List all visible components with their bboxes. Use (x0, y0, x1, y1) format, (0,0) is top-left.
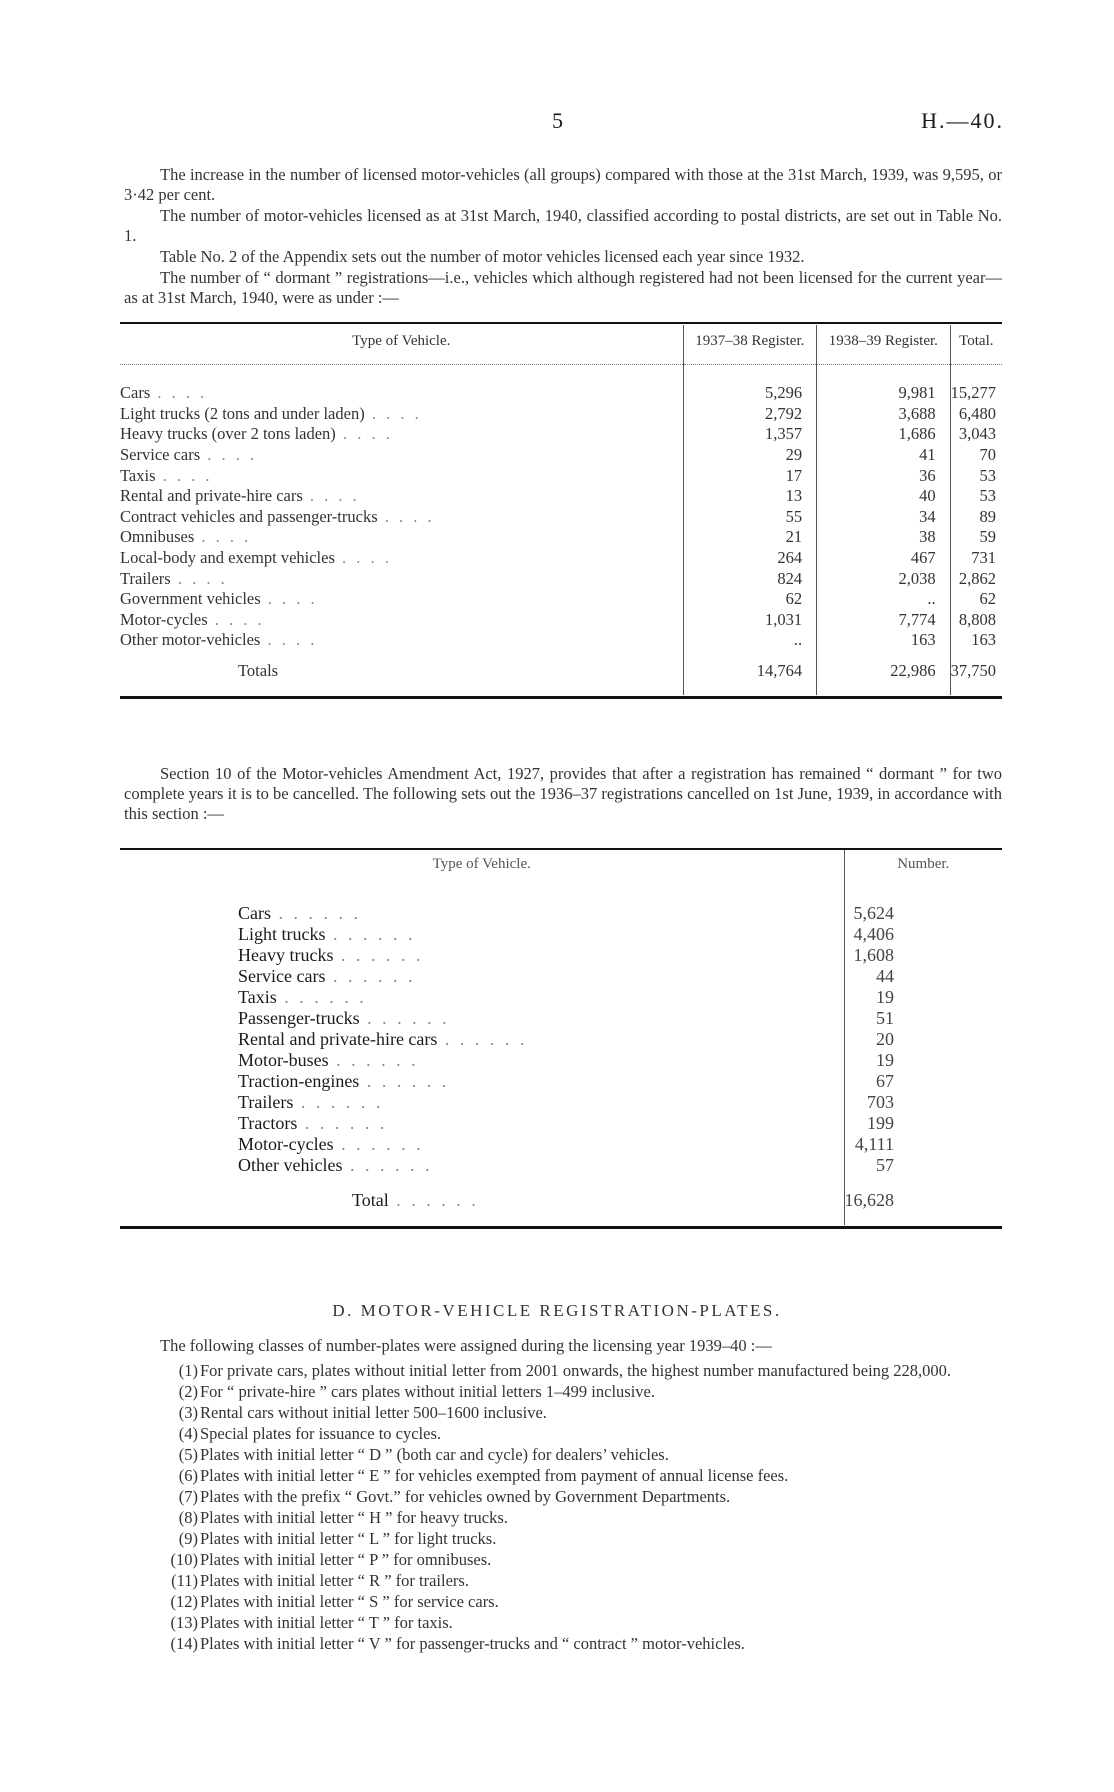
leader-dots: . . . . . . (359, 1071, 450, 1091)
cancelled-registrations-table (120, 850, 1002, 1225)
totals-1938-39: 22,986 (817, 651, 951, 696)
table-top-rule (120, 322, 1002, 324)
leader-dots: . . . . . . (325, 966, 416, 986)
table-row (120, 445, 1002, 466)
table-row (120, 1071, 1002, 1092)
table-row (120, 424, 1002, 445)
plate-class-item (140, 1486, 1002, 1507)
number-cell: 1,608 (844, 945, 1002, 966)
leader-dots: . . . . (260, 630, 318, 650)
table-row (120, 568, 1002, 589)
register-1937-38-cell: 29 (683, 445, 817, 466)
vehicle-type-label: Local-body and exempt vehicles (120, 548, 335, 568)
plate-class-text: For private cars, plates without initial letter from 2001 onwards, the highest number manufactured being 228,000. (200, 1361, 952, 1380)
leader-dots: . . . . . . (359, 1008, 450, 1028)
plate-class-number: (5) (178, 1445, 198, 1464)
vehicle-type-label: Taxis (120, 465, 156, 485)
vehicle-type-cell (120, 1008, 844, 1029)
vehicle-type-label: Trailers (238, 1092, 294, 1112)
register-1938-39-cell: 34 (817, 507, 951, 528)
leader-dots: . . . . . . (388, 1190, 479, 1210)
leader-dots: . . . . (334, 548, 392, 568)
vehicle-type-cell (120, 507, 683, 528)
register-1937-38-cell: 62 (683, 589, 817, 610)
vehicle-type-cell (120, 527, 683, 548)
vehicle-type-cell (120, 1134, 844, 1155)
number-cell: 51 (844, 1008, 1002, 1029)
plate-class-item (140, 1381, 1002, 1402)
plate-class-number: (2) (178, 1382, 198, 1401)
plate-class-number: (8) (178, 1508, 198, 1527)
plate-class-text: Plates with initial letter “ V ” for passenger-trucks and “ contract ” motor-vehicles. (200, 1634, 745, 1653)
vehicle-type-cell (120, 630, 683, 651)
totals-grand: 37,750 (950, 651, 1002, 696)
register-1938-39-cell: 2,038 (817, 568, 951, 589)
plate-class-item (140, 1570, 1002, 1591)
column-header-total: Total. (950, 325, 1002, 365)
vehicle-type-label: Motor-cycles (120, 609, 208, 629)
register-1937-38-cell: 5,296 (683, 383, 817, 404)
table-row (120, 383, 1002, 404)
total-cell: 62 (950, 589, 1002, 610)
page-reference: H.—40. (921, 108, 1004, 133)
plate-class-item (140, 1612, 1002, 1633)
table-row (120, 1134, 1002, 1155)
plate-class-number: (13) (170, 1613, 198, 1632)
leader-dots: . . . . . . (297, 1113, 388, 1133)
number-cell: 20 (844, 1029, 1002, 1050)
vehicle-type-label: Light trucks (2 tons and under laden) (120, 403, 365, 423)
plate-class-number: (6) (178, 1466, 198, 1485)
totals-row (120, 651, 1002, 696)
leader-dots: . . . . (335, 424, 393, 444)
vehicle-type-cell (120, 1050, 844, 1071)
leader-dots: . . . . (170, 568, 228, 588)
vehicle-type-cell (120, 610, 683, 631)
plate-class-item (140, 1360, 1002, 1381)
vehicle-type-label: Trailers (120, 568, 171, 588)
table-row (120, 966, 1002, 987)
total-cell: 59 (950, 527, 1002, 548)
vehicle-type-cell (120, 987, 844, 1008)
column-header-1937-38: 1937–38 Register. (683, 325, 817, 365)
plate-class-text: Plates with initial letter “ D ” (both car and cycle) for dealers’ vehicles. (200, 1445, 669, 1464)
register-1937-38-cell: .. (683, 630, 817, 651)
plate-class-text: Plates with initial letter “ R ” for trailers. (200, 1571, 469, 1590)
total-cell: 163 (950, 630, 1002, 651)
table-row (120, 465, 1002, 486)
vehicle-type-label: Rental and private-hire cars (120, 486, 303, 506)
paragraph-increase: The increase in the number of licensed motor-vehicles (all groups) compared with those at the 31st March, 1939, was 9,595, or 3·42 per cent. (124, 165, 1002, 204)
table-row (120, 548, 1002, 569)
vehicle-type-cell (120, 966, 844, 987)
register-1937-38-cell: 55 (683, 507, 817, 528)
vehicle-type-label: Service cars (238, 966, 326, 986)
vehicle-type-label: Rental and private-hire cars (238, 1029, 438, 1049)
total-cell: 15,277 (950, 383, 1002, 404)
vehicle-type-label: Heavy trucks (over 2 tons laden) (120, 424, 336, 444)
plate-class-text: Plates with the prefix “ Govt.” for vehicles owned by Government Departments. (200, 1487, 731, 1506)
number-cell: 19 (844, 1050, 1002, 1071)
plate-class-item (140, 1633, 1002, 1654)
leader-dots: . . . . . . (328, 1050, 419, 1070)
number-cell: 57 (844, 1155, 1002, 1176)
vehicle-type-label: Passenger-trucks (238, 1008, 360, 1028)
table-row (120, 1155, 1002, 1176)
plate-class-item (140, 1444, 1002, 1465)
register-1938-39-cell: 467 (817, 548, 951, 569)
vehicle-type-cell (120, 424, 683, 445)
plate-class-item (140, 1465, 1002, 1486)
leader-dots: . . . . . . (342, 1155, 433, 1175)
totals-row (120, 1176, 1002, 1225)
plate-class-number: (11) (171, 1571, 198, 1590)
register-1938-39-cell: 40 (817, 486, 951, 507)
plate-class-item (140, 1549, 1002, 1570)
plate-class-text: Rental cars without initial letter 500–1600 inclusive. (200, 1403, 547, 1422)
register-1938-39-cell: 38 (817, 527, 951, 548)
number-cell: 5,624 (844, 903, 1002, 924)
table-row (120, 589, 1002, 610)
leader-dots: . . . . (377, 506, 435, 526)
page-number: 5 (552, 108, 563, 133)
register-1938-39-cell: 41 (817, 445, 951, 466)
vehicle-type-cell (120, 568, 683, 589)
table-row (120, 1050, 1002, 1071)
leader-dots: . . . . . . (276, 987, 367, 1007)
vehicle-type-label: Taxis (238, 987, 277, 1007)
register-1937-38-cell: 264 (683, 548, 817, 569)
vehicle-type-cell (120, 1029, 844, 1050)
number-cell: 199 (844, 1113, 1002, 1134)
plate-class-item (140, 1423, 1002, 1444)
table-row (120, 1113, 1002, 1134)
column-header-number: Number. (844, 850, 1002, 903)
leader-dots: . . . . (207, 609, 265, 629)
vehicle-type-cell (120, 903, 844, 924)
total-cell: 53 (950, 486, 1002, 507)
plates-intro: The following classes of number-plates were assigned during the licensing year 1939–40 :— (160, 1336, 772, 1355)
vehicle-type-cell (120, 1092, 844, 1113)
plate-class-text: Special plates for issuance to cycles. (200, 1424, 441, 1443)
table-row (120, 610, 1002, 631)
number-cell: 4,111 (844, 1134, 1002, 1155)
vehicle-type-label: Tractors (238, 1113, 298, 1133)
totals-label (120, 1176, 844, 1225)
vehicle-type-label: Cars (238, 903, 271, 923)
totals-number: 16,628 (844, 1176, 1002, 1225)
plate-class-text: Plates with initial letter “ S ” for service cars. (200, 1592, 499, 1611)
paragraph-appendix: Table No. 2 of the Appendix sets out the number of motor vehicles licensed each year since 1932. (160, 247, 805, 266)
vehicle-type-cell (120, 1113, 844, 1134)
leader-dots: . . . . . . (437, 1029, 528, 1049)
plate-class-item (140, 1591, 1002, 1612)
vehicle-type-cell (120, 445, 683, 466)
vehicle-type-cell (120, 548, 683, 569)
register-1938-39-cell: 3,688 (817, 404, 951, 425)
vehicle-type-label: Contract vehicles and passenger-trucks (120, 506, 378, 526)
total-cell: 8,808 (950, 610, 1002, 631)
total-cell: 6,480 (950, 404, 1002, 425)
column-header-type-2: Type of Vehicle. (432, 856, 531, 872)
register-1937-38-cell: 17 (683, 465, 817, 486)
total-cell: 89 (950, 507, 1002, 528)
table-row (120, 486, 1002, 507)
vehicle-type-cell (120, 404, 683, 425)
total-cell: 53 (950, 465, 1002, 486)
total-cell: 731 (950, 548, 1002, 569)
vehicle-type-cell (120, 383, 683, 404)
leader-dots: . . . . (260, 589, 318, 609)
vehicle-type-label: Heavy trucks (238, 945, 334, 965)
paragraph-dormant: The number of “ dormant ” registrations—i.e., vehicles which although registered had not been licensed for the current year—as at 31st March, 1940, were as under :— (124, 268, 1002, 307)
page-header (0, 108, 1114, 138)
vehicle-type-cell (120, 1155, 844, 1176)
vehicle-type-label: Omnibuses (120, 527, 195, 547)
vehicle-type-label: Traction-engines (238, 1071, 360, 1091)
register-1937-38-cell: 13 (683, 486, 817, 507)
leader-dots: . . . . (194, 527, 252, 547)
table-row (120, 903, 1002, 924)
vehicle-type-label: Other vehicles (238, 1155, 343, 1175)
plate-class-number: (9) (178, 1529, 198, 1548)
totals-1937-38: 14,764 (683, 651, 817, 696)
paragraph-postal-districts: The number of motor-vehicles licensed as at 31st March, 1940, classified according to postal districts, are set out in Table No. 1. (124, 206, 1002, 245)
dormant-registrations-table (120, 325, 1002, 695)
plate-class-text: Plates with initial letter “ L ” for light trucks. (200, 1529, 497, 1548)
leader-dots: . . . . . . (325, 924, 416, 944)
plate-class-text: Plates with initial letter “ H ” for heavy trucks. (200, 1508, 508, 1527)
plate-class-number: (12) (170, 1592, 198, 1611)
vehicle-type-label: Other motor-vehicles (120, 630, 261, 650)
plate-class-number: (1) (178, 1361, 198, 1380)
column-header-1938-39: 1938–39 Register. (817, 325, 951, 365)
vehicle-type-cell (120, 924, 844, 945)
register-1938-39-cell: .. (817, 589, 951, 610)
total-cell: 70 (950, 445, 1002, 466)
table-row (120, 1092, 1002, 1113)
leader-dots: . . . . . . (271, 903, 361, 923)
table-row (120, 987, 1002, 1008)
vehicle-type-cell (120, 1071, 844, 1092)
plate-class-number: (4) (178, 1424, 198, 1443)
table-row (120, 1008, 1002, 1029)
totals-label: Totals (238, 661, 279, 681)
vehicle-type-label: Motor-buses (238, 1050, 329, 1070)
leader-dots: . . . . . . (333, 945, 424, 965)
table-row (120, 945, 1002, 966)
register-1937-38-cell: 824 (683, 568, 817, 589)
vehicle-type-label: Motor-cycles (238, 1134, 334, 1154)
register-1938-39-cell: 163 (817, 630, 951, 651)
leader-dots: . . . . (364, 403, 422, 423)
register-1937-38-cell: 21 (683, 527, 817, 548)
register-1938-39-cell: 7,774 (817, 610, 951, 631)
number-cell: 19 (844, 987, 1002, 1008)
leader-dots: . . . . . . (293, 1092, 384, 1112)
number-cell: 4,406 (844, 924, 1002, 945)
plate-class-number: (10) (170, 1550, 198, 1569)
vehicle-type-cell (120, 465, 683, 486)
plate-class-number: (3) (178, 1403, 198, 1422)
number-cell: 44 (844, 966, 1002, 987)
plate-class-item (140, 1507, 1002, 1528)
plate-class-text: Plates with initial letter “ T ” for taxis. (200, 1613, 453, 1632)
plate-class-item (140, 1402, 1002, 1423)
plates-list (140, 1360, 1002, 1654)
plate-class-number: (7) (178, 1487, 198, 1506)
vehicle-type-cell (120, 589, 683, 610)
table2-header-row (120, 850, 1002, 903)
leader-dots: . . . . (150, 383, 208, 403)
table-row (120, 404, 1002, 425)
vehicle-type-label: Cars (120, 383, 151, 403)
total-cell: 2,862 (950, 568, 1002, 589)
vehicle-type-label: Service cars (120, 445, 201, 465)
leader-dots: . . . . . . (333, 1134, 424, 1154)
leader-dots: . . . . (155, 465, 213, 485)
leader-dots: . . . . (302, 486, 360, 506)
plate-class-item (140, 1528, 1002, 1549)
plate-class-text: Plates with initial letter “ E ” for vehicles exempted from payment of annual license fees. (200, 1466, 789, 1485)
paragraph-section-10: Section 10 of the Motor-vehicles Amendment Act, 1927, provides that after a registration has remained “ dormant ” for two complete years it is to be cancelled. The following sets out the 1936–37 registrations cancelled on 1st June, 1939, in accordance with this section :— (124, 764, 1002, 823)
plate-class-text: Plates with initial letter “ P ” for omnibuses. (200, 1550, 492, 1569)
table-row (120, 527, 1002, 548)
table-row (120, 1029, 1002, 1050)
register-1938-39-cell: 1,686 (817, 424, 951, 445)
table-header-row (120, 325, 1002, 365)
table-bottom-rule (120, 696, 1002, 699)
vehicle-type-cell (120, 486, 683, 507)
leader-dots: . . . . (200, 445, 258, 465)
register-1938-39-cell: 9,981 (817, 383, 951, 404)
table-row (120, 507, 1002, 528)
register-1937-38-cell: 1,031 (683, 610, 817, 631)
table-row (120, 630, 1002, 651)
totals-label-text: Total (352, 1190, 389, 1210)
vehicle-type-cell (120, 945, 844, 966)
number-cell: 703 (844, 1092, 1002, 1113)
number-cell: 67 (844, 1071, 1002, 1092)
plate-class-text: For “ private-hire ” cars plates without initial letters 1–499 inclusive. (200, 1382, 655, 1401)
plate-class-number: (14) (170, 1634, 198, 1653)
table-row (120, 924, 1002, 945)
register-1937-38-cell: 1,357 (683, 424, 817, 445)
column-header-type: Type of Vehicle. (120, 325, 683, 365)
vehicle-type-label: Government vehicles (120, 589, 261, 609)
total-cell: 3,043 (950, 424, 1002, 445)
section-heading-plates: D. MOTOR-VEHICLE REGISTRATION-PLATES. (332, 1301, 782, 1320)
register-1937-38-cell: 2,792 (683, 404, 817, 425)
register-1938-39-cell: 36 (817, 465, 951, 486)
vehicle-type-label: Light trucks (238, 924, 326, 944)
table2-bottom-rule (120, 1226, 1002, 1229)
